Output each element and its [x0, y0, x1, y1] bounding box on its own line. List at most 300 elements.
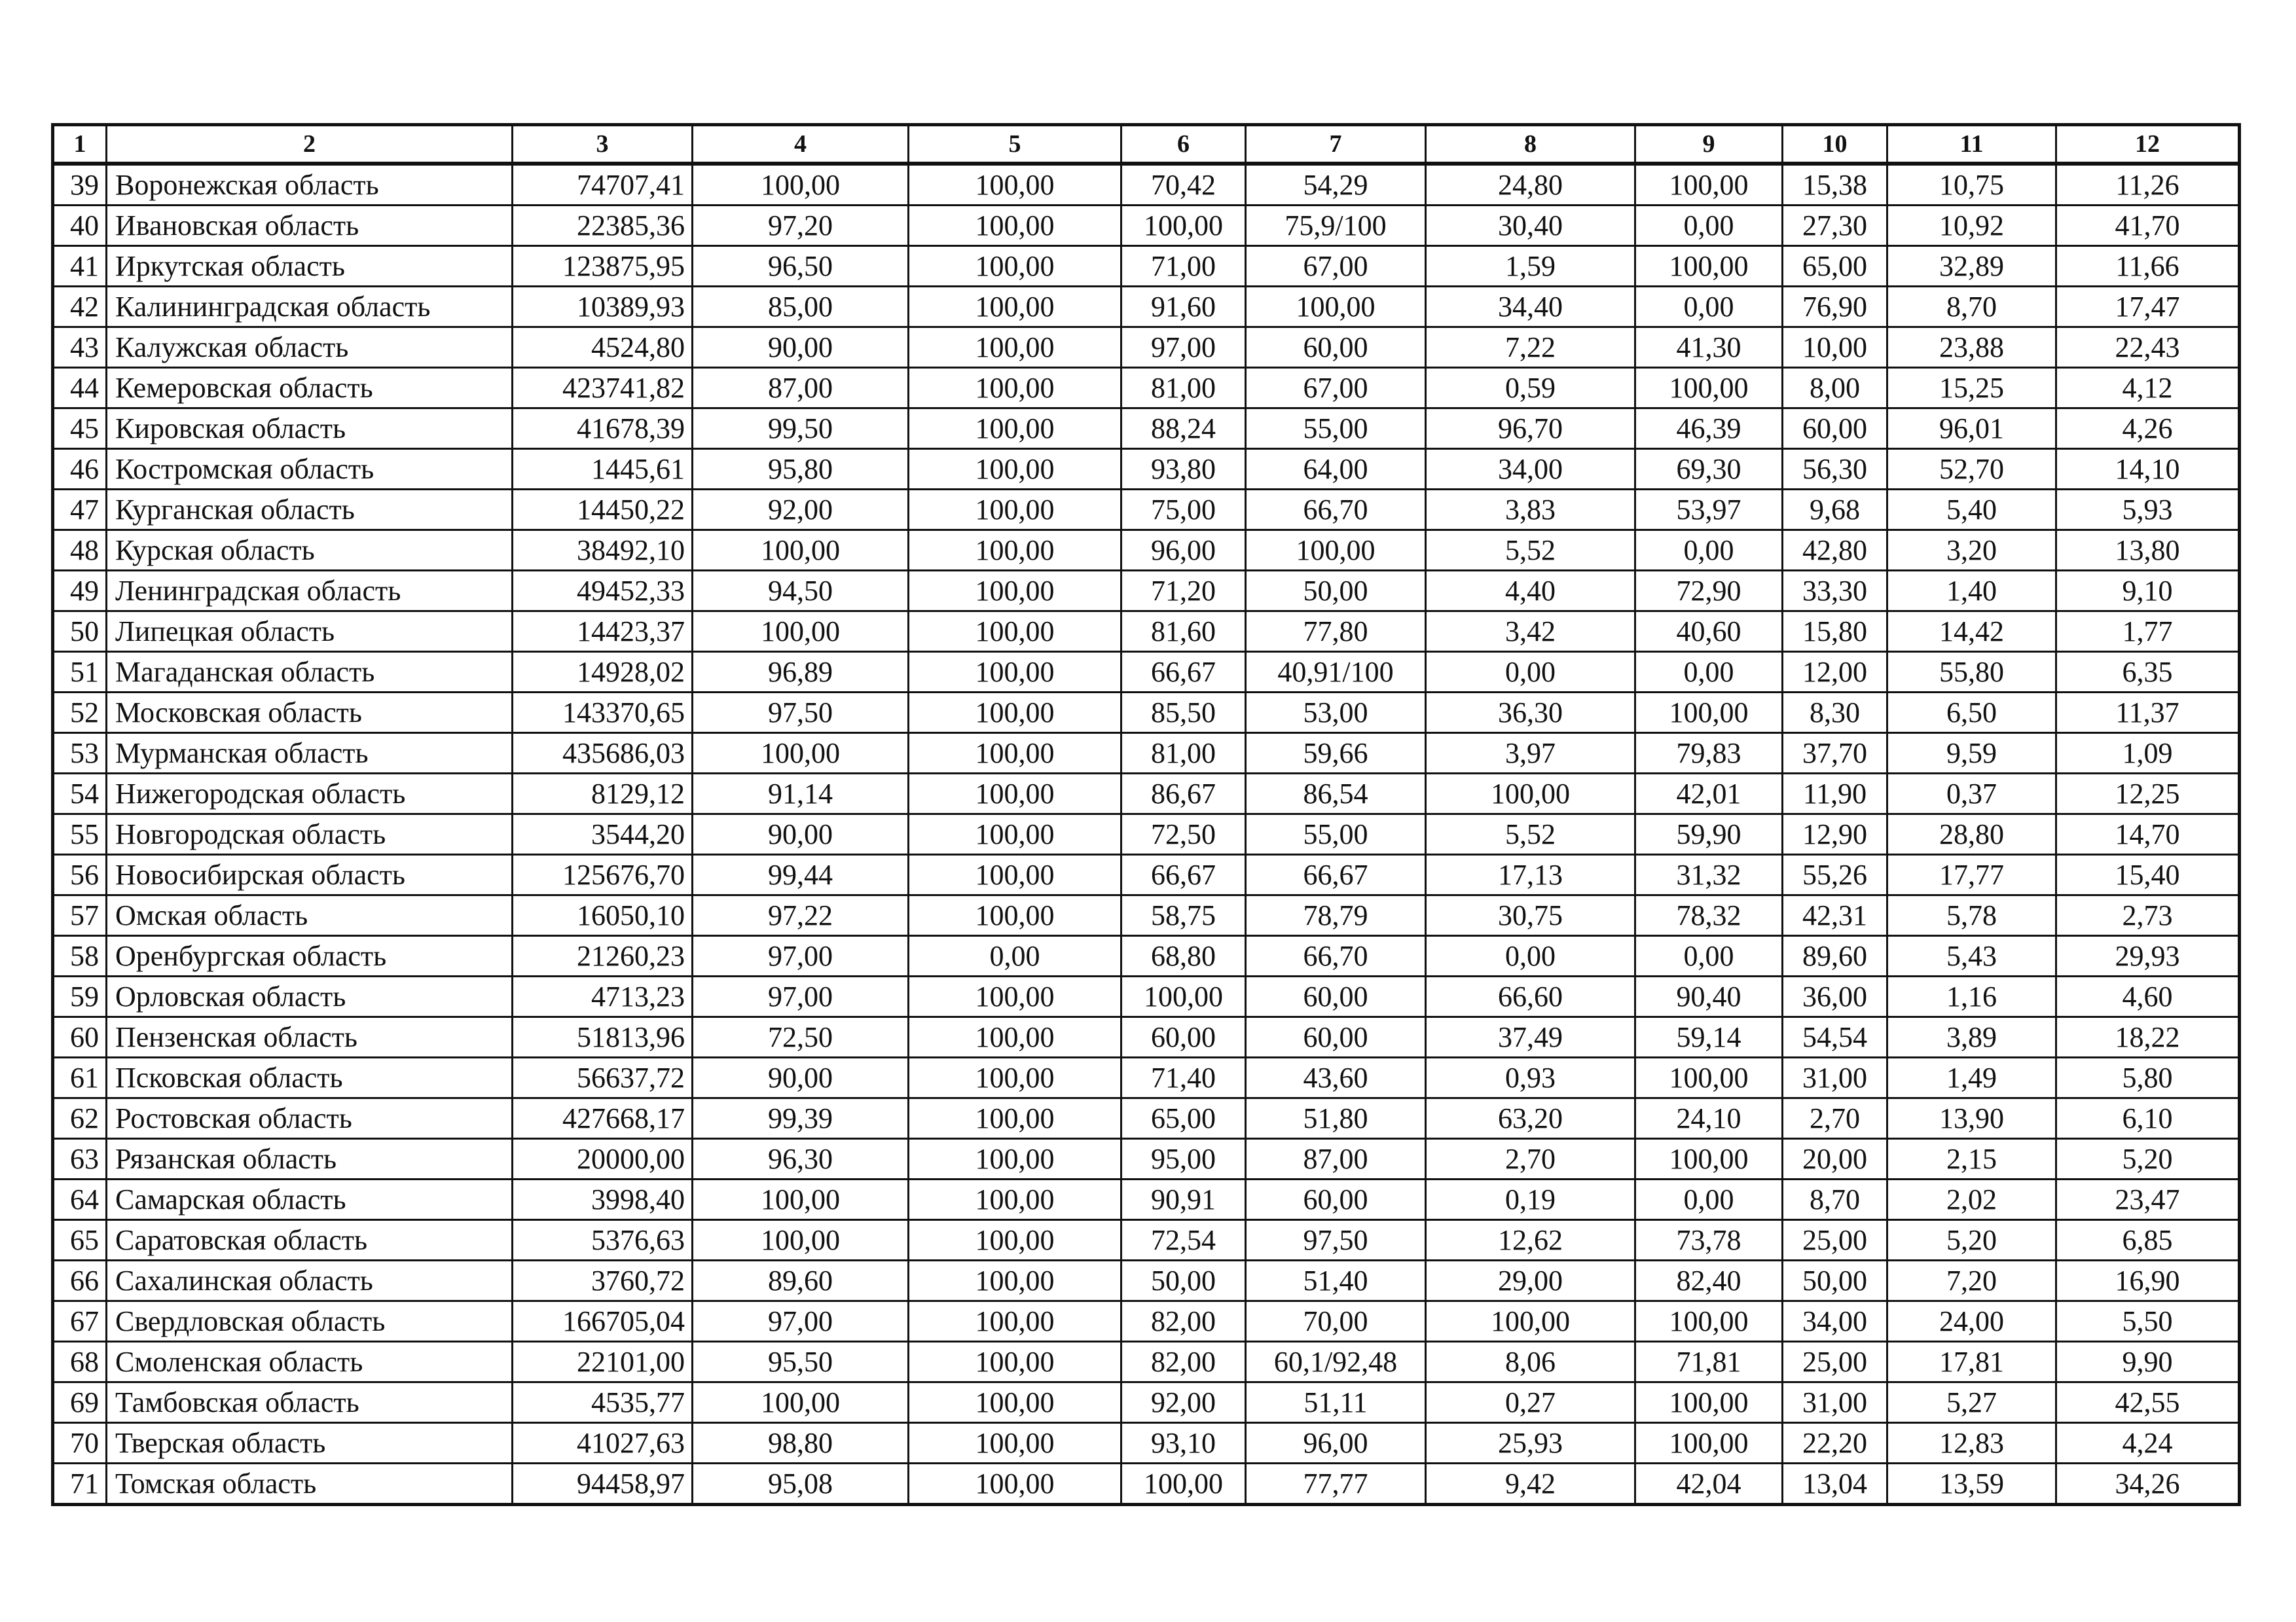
- row-number: 46: [53, 449, 107, 490]
- col-4-value: 90,00: [693, 327, 909, 368]
- col-9-value: 72,90: [1635, 571, 1783, 611]
- row-number: 49: [53, 571, 107, 611]
- row-number: 70: [53, 1423, 107, 1464]
- col-6-value: 91,60: [1121, 287, 1246, 327]
- row-number: 41: [53, 246, 107, 287]
- row-number: 51: [53, 652, 107, 693]
- column-header: 1: [53, 125, 107, 164]
- col-6-value: 58,75: [1121, 895, 1246, 936]
- col-12-value: 5,20: [2056, 1139, 2240, 1180]
- row-number: 52: [53, 693, 107, 733]
- col-10-value: 15,80: [1783, 611, 1887, 652]
- col-6-value: 71,40: [1121, 1058, 1246, 1098]
- col-10-value: 10,00: [1783, 327, 1887, 368]
- col-4-value: 87,00: [693, 368, 909, 408]
- col-9-value: 79,83: [1635, 733, 1783, 774]
- col-9-value: 59,90: [1635, 814, 1783, 855]
- col-3-value: 10389,93: [513, 287, 693, 327]
- col-11-value: 5,20: [1887, 1220, 2056, 1261]
- table-row: [53, 327, 2240, 368]
- table-row: [53, 774, 2240, 814]
- row-number: 54: [53, 774, 107, 814]
- col-9-value: 42,01: [1635, 774, 1783, 814]
- table-row: [53, 1220, 2240, 1261]
- col-11-value: 8,70: [1887, 287, 2056, 327]
- col-3-value: 166705,04: [513, 1301, 693, 1342]
- col-8-value: 63,20: [1426, 1098, 1635, 1139]
- region-name: Ивановская область: [107, 206, 513, 246]
- col-11-value: 28,80: [1887, 814, 2056, 855]
- col-4-value: 96,89: [693, 652, 909, 693]
- col-8-value: 25,93: [1426, 1423, 1635, 1464]
- col-10-value: 76,90: [1783, 287, 1887, 327]
- row-number: 69: [53, 1382, 107, 1423]
- col-4-value: 97,00: [693, 977, 909, 1017]
- col-5-value: 100,00: [909, 1058, 1121, 1098]
- col-11-value: 96,01: [1887, 408, 2056, 449]
- col-12-value: 11,37: [2056, 693, 2240, 733]
- region-name: Иркутская область: [107, 246, 513, 287]
- col-10-value: 54,54: [1783, 1017, 1887, 1058]
- col-6-value: 82,00: [1121, 1301, 1246, 1342]
- col-11-value: 1,16: [1887, 977, 2056, 1017]
- col-11-value: 10,75: [1887, 164, 2056, 206]
- col-4-value: 89,60: [693, 1261, 909, 1301]
- row-number: 48: [53, 530, 107, 571]
- col-5-value: 100,00: [909, 977, 1121, 1017]
- region-name: Магаданская область: [107, 652, 513, 693]
- col-3-value: 22385,36: [513, 206, 693, 246]
- col-3-value: 5376,63: [513, 1220, 693, 1261]
- col-3-value: 423741,82: [513, 368, 693, 408]
- col-6-value: 60,00: [1121, 1017, 1246, 1058]
- col-7-value: 54,29: [1246, 164, 1426, 206]
- col-8-value: 2,70: [1426, 1139, 1635, 1180]
- col-8-value: 4,40: [1426, 571, 1635, 611]
- col-7-value: 53,00: [1246, 693, 1426, 733]
- col-8-value: 36,30: [1426, 693, 1635, 733]
- row-number: 63: [53, 1139, 107, 1180]
- col-10-value: 55,26: [1783, 855, 1887, 895]
- col-4-value: 92,00: [693, 490, 909, 530]
- table-header-row: [53, 125, 2240, 164]
- col-6-value: 100,00: [1121, 977, 1246, 1017]
- col-11-value: 13,90: [1887, 1098, 2056, 1139]
- column-header: 7: [1246, 125, 1426, 164]
- col-10-value: 11,90: [1783, 774, 1887, 814]
- col-3-value: 3998,40: [513, 1180, 693, 1220]
- col-12-value: 1,77: [2056, 611, 2240, 652]
- col-3-value: 74707,41: [513, 164, 693, 206]
- col-3-value: 14928,02: [513, 652, 693, 693]
- col-12-value: 34,26: [2056, 1464, 2240, 1505]
- col-3-value: 20000,00: [513, 1139, 693, 1180]
- col-7-value: 51,80: [1246, 1098, 1426, 1139]
- col-4-value: 96,50: [693, 246, 909, 287]
- region-name: Калужская область: [107, 327, 513, 368]
- col-12-value: 12,25: [2056, 774, 2240, 814]
- col-10-value: 8,30: [1783, 693, 1887, 733]
- col-10-value: 2,70: [1783, 1098, 1887, 1139]
- col-12-value: 17,47: [2056, 287, 2240, 327]
- col-10-value: 50,00: [1783, 1261, 1887, 1301]
- col-6-value: 68,80: [1121, 936, 1246, 977]
- row-number: 55: [53, 814, 107, 855]
- col-6-value: 50,00: [1121, 1261, 1246, 1301]
- col-5-value: 100,00: [909, 327, 1121, 368]
- row-number: 71: [53, 1464, 107, 1505]
- row-number: 42: [53, 287, 107, 327]
- col-7-value: 60,00: [1246, 1017, 1426, 1058]
- table-row: [53, 408, 2240, 449]
- col-10-value: 33,30: [1783, 571, 1887, 611]
- col-10-value: 27,30: [1783, 206, 1887, 246]
- col-4-value: 94,50: [693, 571, 909, 611]
- region-name: Калининградская область: [107, 287, 513, 327]
- region-name: Саратовская область: [107, 1220, 513, 1261]
- col-9-value: 100,00: [1635, 1058, 1783, 1098]
- col-5-value: 100,00: [909, 693, 1121, 733]
- col-3-value: 56637,72: [513, 1058, 693, 1098]
- col-9-value: 0,00: [1635, 652, 1783, 693]
- col-7-value: 77,80: [1246, 611, 1426, 652]
- col-5-value: 100,00: [909, 287, 1121, 327]
- row-number: 58: [53, 936, 107, 977]
- region-name: Рязанская область: [107, 1139, 513, 1180]
- col-9-value: 0,00: [1635, 287, 1783, 327]
- col-5-value: 100,00: [909, 246, 1121, 287]
- region-name: Мурманская область: [107, 733, 513, 774]
- col-8-value: 34,00: [1426, 449, 1635, 490]
- col-11-value: 1,40: [1887, 571, 2056, 611]
- row-number: 39: [53, 164, 107, 206]
- col-4-value: 90,00: [693, 814, 909, 855]
- region-name: Костромская область: [107, 449, 513, 490]
- col-11-value: 32,89: [1887, 246, 2056, 287]
- col-11-value: 24,00: [1887, 1301, 2056, 1342]
- col-10-value: 42,80: [1783, 530, 1887, 571]
- col-12-value: 5,93: [2056, 490, 2240, 530]
- region-name: Смоленская область: [107, 1342, 513, 1382]
- col-3-value: 125676,70: [513, 855, 693, 895]
- table-body: [53, 164, 2240, 1505]
- region-name: Ленинградская область: [107, 571, 513, 611]
- col-7-value: 60,00: [1246, 1180, 1426, 1220]
- col-8-value: 17,13: [1426, 855, 1635, 895]
- col-12-value: 11,66: [2056, 246, 2240, 287]
- column-header: 8: [1426, 125, 1635, 164]
- col-5-value: 100,00: [909, 1139, 1121, 1180]
- col-5-value: 100,00: [909, 1180, 1121, 1220]
- col-7-value: 60,00: [1246, 327, 1426, 368]
- col-9-value: 100,00: [1635, 1382, 1783, 1423]
- col-10-value: 12,00: [1783, 652, 1887, 693]
- col-4-value: 99,44: [693, 855, 909, 895]
- col-12-value: 6,35: [2056, 652, 2240, 693]
- column-header: 4: [693, 125, 909, 164]
- col-12-value: 29,93: [2056, 936, 2240, 977]
- col-3-value: 8129,12: [513, 774, 693, 814]
- table-row: [53, 490, 2240, 530]
- col-12-value: 2,73: [2056, 895, 2240, 936]
- col-9-value: 73,78: [1635, 1220, 1783, 1261]
- region-name: Омская область: [107, 895, 513, 936]
- col-12-value: 5,80: [2056, 1058, 2240, 1098]
- col-3-value: 49452,33: [513, 571, 693, 611]
- col-5-value: 100,00: [909, 1342, 1121, 1382]
- col-5-value: 100,00: [909, 368, 1121, 408]
- col-4-value: 99,39: [693, 1098, 909, 1139]
- col-12-value: 9,90: [2056, 1342, 2240, 1382]
- col-4-value: 95,80: [693, 449, 909, 490]
- col-4-value: 95,08: [693, 1464, 909, 1505]
- col-8-value: 29,00: [1426, 1261, 1635, 1301]
- col-7-value: 78,79: [1246, 895, 1426, 936]
- col-5-value: 100,00: [909, 774, 1121, 814]
- row-number: 59: [53, 977, 107, 1017]
- col-10-value: 60,00: [1783, 408, 1887, 449]
- col-10-value: 8,00: [1783, 368, 1887, 408]
- col-11-value: 9,59: [1887, 733, 2056, 774]
- col-5-value: 100,00: [909, 571, 1121, 611]
- col-7-value: 50,00: [1246, 571, 1426, 611]
- col-10-value: 89,60: [1783, 936, 1887, 977]
- col-11-value: 14,42: [1887, 611, 2056, 652]
- col-9-value: 82,40: [1635, 1261, 1783, 1301]
- col-4-value: 100,00: [693, 1382, 909, 1423]
- col-6-value: 95,00: [1121, 1139, 1246, 1180]
- col-5-value: 100,00: [909, 1017, 1121, 1058]
- table-row: [53, 164, 2240, 206]
- col-5-value: 0,00: [909, 936, 1121, 977]
- col-8-value: 0,19: [1426, 1180, 1635, 1220]
- col-6-value: 71,00: [1121, 246, 1246, 287]
- col-10-value: 15,38: [1783, 164, 1887, 206]
- col-7-value: 87,00: [1246, 1139, 1426, 1180]
- col-5-value: 100,00: [909, 449, 1121, 490]
- row-number: 57: [53, 895, 107, 936]
- col-6-value: 66,67: [1121, 855, 1246, 895]
- region-name: Новосибирская область: [107, 855, 513, 895]
- col-8-value: 5,52: [1426, 814, 1635, 855]
- col-3-value: 4524,80: [513, 327, 693, 368]
- col-12-value: 18,22: [2056, 1017, 2240, 1058]
- col-9-value: 90,40: [1635, 977, 1783, 1017]
- table-row: [53, 1139, 2240, 1180]
- col-8-value: 9,42: [1426, 1464, 1635, 1505]
- col-3-value: 427668,17: [513, 1098, 693, 1139]
- col-4-value: 100,00: [693, 1180, 909, 1220]
- col-10-value: 8,70: [1783, 1180, 1887, 1220]
- col-4-value: 100,00: [693, 611, 909, 652]
- column-header: 5: [909, 125, 1121, 164]
- region-name: Оренбургская область: [107, 936, 513, 977]
- col-9-value: 42,04: [1635, 1464, 1783, 1505]
- col-3-value: 22101,00: [513, 1342, 693, 1382]
- col-6-value: 81,00: [1121, 733, 1246, 774]
- col-9-value: 100,00: [1635, 164, 1783, 206]
- col-8-value: 12,62: [1426, 1220, 1635, 1261]
- col-6-value: 81,60: [1121, 611, 1246, 652]
- col-11-value: 12,83: [1887, 1423, 2056, 1464]
- col-4-value: 97,00: [693, 936, 909, 977]
- col-7-value: 59,66: [1246, 733, 1426, 774]
- col-8-value: 8,06: [1426, 1342, 1635, 1382]
- col-11-value: 17,81: [1887, 1342, 2056, 1382]
- col-3-value: 3760,72: [513, 1261, 693, 1301]
- col-7-value: 51,11: [1246, 1382, 1426, 1423]
- table-row: [53, 571, 2240, 611]
- col-8-value: 34,40: [1426, 287, 1635, 327]
- col-8-value: 100,00: [1426, 1301, 1635, 1342]
- col-12-value: 16,90: [2056, 1261, 2240, 1301]
- col-4-value: 85,00: [693, 287, 909, 327]
- row-number: 61: [53, 1058, 107, 1098]
- region-name: Московская область: [107, 693, 513, 733]
- col-11-value: 55,80: [1887, 652, 2056, 693]
- table-row: [53, 936, 2240, 977]
- col-8-value: 37,49: [1426, 1017, 1635, 1058]
- col-12-value: 14,10: [2056, 449, 2240, 490]
- col-9-value: 100,00: [1635, 246, 1783, 287]
- col-4-value: 97,22: [693, 895, 909, 936]
- col-5-value: 100,00: [909, 1464, 1121, 1505]
- col-3-value: 123875,95: [513, 246, 693, 287]
- row-number: 56: [53, 855, 107, 895]
- region-name: Курганская область: [107, 490, 513, 530]
- col-4-value: 99,50: [693, 408, 909, 449]
- col-5-value: 100,00: [909, 1220, 1121, 1261]
- col-10-value: 12,90: [1783, 814, 1887, 855]
- regions-data-table: [51, 123, 2241, 1506]
- col-8-value: 100,00: [1426, 774, 1635, 814]
- col-4-value: 72,50: [693, 1017, 909, 1058]
- col-9-value: 100,00: [1635, 1301, 1783, 1342]
- col-11-value: 3,20: [1887, 530, 2056, 571]
- col-10-value: 36,00: [1783, 977, 1887, 1017]
- col-10-value: 31,00: [1783, 1058, 1887, 1098]
- col-7-value: 60,1/92,48: [1246, 1342, 1426, 1382]
- col-11-value: 5,40: [1887, 490, 2056, 530]
- col-6-value: 85,50: [1121, 693, 1246, 733]
- table-row: [53, 1058, 2240, 1098]
- col-4-value: 100,00: [693, 733, 909, 774]
- col-5-value: 100,00: [909, 611, 1121, 652]
- col-6-value: 70,42: [1121, 164, 1246, 206]
- row-number: 50: [53, 611, 107, 652]
- row-number: 47: [53, 490, 107, 530]
- col-11-value: 13,59: [1887, 1464, 2056, 1505]
- col-7-value: 100,00: [1246, 530, 1426, 571]
- col-3-value: 1445,61: [513, 449, 693, 490]
- region-name: Нижегородская область: [107, 774, 513, 814]
- col-8-value: 24,80: [1426, 164, 1635, 206]
- region-name: Воронежская область: [107, 164, 513, 206]
- table-row: [53, 1382, 2240, 1423]
- col-8-value: 1,59: [1426, 246, 1635, 287]
- table-row: [53, 246, 2240, 287]
- col-12-value: 4,12: [2056, 368, 2240, 408]
- table-row: [53, 611, 2240, 652]
- table-row: [53, 287, 2240, 327]
- row-number: 65: [53, 1220, 107, 1261]
- col-6-value: 90,91: [1121, 1180, 1246, 1220]
- col-12-value: 6,10: [2056, 1098, 2240, 1139]
- col-7-value: 66,70: [1246, 936, 1426, 977]
- col-11-value: 2,02: [1887, 1180, 2056, 1220]
- table-row: [53, 733, 2240, 774]
- col-5-value: 100,00: [909, 733, 1121, 774]
- table-row: [53, 977, 2240, 1017]
- col-4-value: 90,00: [693, 1058, 909, 1098]
- col-9-value: 78,32: [1635, 895, 1783, 936]
- col-8-value: 96,70: [1426, 408, 1635, 449]
- col-8-value: 5,52: [1426, 530, 1635, 571]
- region-name: Тверская область: [107, 1423, 513, 1464]
- region-name: Тамбовская область: [107, 1382, 513, 1423]
- table-row: [53, 1301, 2240, 1342]
- col-9-value: 59,14: [1635, 1017, 1783, 1058]
- col-8-value: 3,97: [1426, 733, 1635, 774]
- table-row: [53, 1423, 2240, 1464]
- row-number: 53: [53, 733, 107, 774]
- col-6-value: 100,00: [1121, 1464, 1246, 1505]
- col-10-value: 65,00: [1783, 246, 1887, 287]
- col-5-value: 100,00: [909, 895, 1121, 936]
- col-6-value: 66,67: [1121, 652, 1246, 693]
- col-7-value: 51,40: [1246, 1261, 1426, 1301]
- col-5-value: 100,00: [909, 1301, 1121, 1342]
- col-5-value: 100,00: [909, 1423, 1121, 1464]
- table-row: [53, 1261, 2240, 1301]
- col-5-value: 100,00: [909, 408, 1121, 449]
- col-6-value: 100,00: [1121, 206, 1246, 246]
- col-9-value: 24,10: [1635, 1098, 1783, 1139]
- col-9-value: 100,00: [1635, 1139, 1783, 1180]
- region-name: Свердловская область: [107, 1301, 513, 1342]
- region-name: Псковская область: [107, 1058, 513, 1098]
- col-9-value: 69,30: [1635, 449, 1783, 490]
- col-8-value: 0,00: [1426, 936, 1635, 977]
- row-number: 64: [53, 1180, 107, 1220]
- column-header: 12: [2056, 125, 2240, 164]
- col-9-value: 46,39: [1635, 408, 1783, 449]
- col-3-value: 16050,10: [513, 895, 693, 936]
- col-11-value: 7,20: [1887, 1261, 2056, 1301]
- col-7-value: 86,54: [1246, 774, 1426, 814]
- col-6-value: 86,67: [1121, 774, 1246, 814]
- col-7-value: 77,77: [1246, 1464, 1426, 1505]
- column-header: 11: [1887, 125, 2056, 164]
- table-row: [53, 206, 2240, 246]
- column-header: 3: [513, 125, 693, 164]
- col-12-value: 41,70: [2056, 206, 2240, 246]
- col-11-value: 0,37: [1887, 774, 2056, 814]
- col-3-value: 3544,20: [513, 814, 693, 855]
- col-10-value: 25,00: [1783, 1342, 1887, 1382]
- col-4-value: 97,50: [693, 693, 909, 733]
- col-4-value: 97,20: [693, 206, 909, 246]
- table-row: [53, 1464, 2240, 1505]
- col-7-value: 97,50: [1246, 1220, 1426, 1261]
- col-8-value: 30,40: [1426, 206, 1635, 246]
- col-7-value: 40,91/100: [1246, 652, 1426, 693]
- col-7-value: 67,00: [1246, 368, 1426, 408]
- col-5-value: 100,00: [909, 206, 1121, 246]
- col-10-value: 25,00: [1783, 1220, 1887, 1261]
- col-6-value: 81,00: [1121, 368, 1246, 408]
- col-10-value: 37,70: [1783, 733, 1887, 774]
